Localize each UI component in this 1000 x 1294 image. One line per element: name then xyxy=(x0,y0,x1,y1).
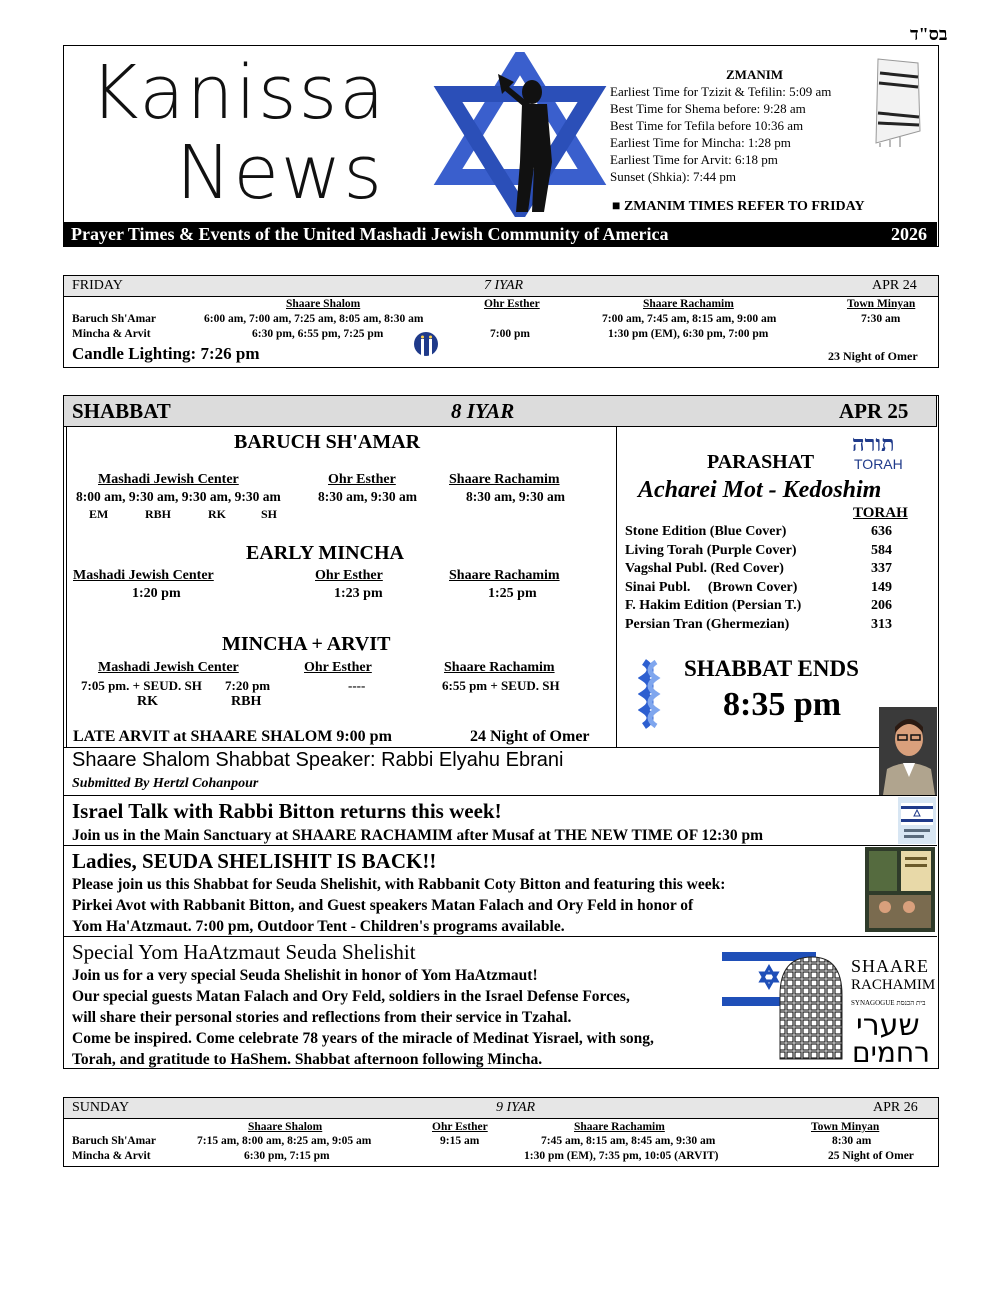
havdalah-candle-icon xyxy=(638,658,662,730)
shabbat-day: SHABBAT xyxy=(72,399,171,423)
baruch-code: EM xyxy=(89,507,109,521)
sr-logo-line1: SHAARE xyxy=(851,956,930,976)
friday-col-town-minyan: Town Minyan xyxy=(847,298,916,310)
sunday-cell: 25 Night of Omer xyxy=(828,1150,914,1162)
early-mincha-time-ohr-esther: 1:23 pm xyxy=(334,586,383,601)
parashat-torah-col: TORAH xyxy=(853,505,908,521)
torah-logo-english: TORAH xyxy=(854,456,903,472)
friday-row-label: Mincha & Arvit xyxy=(72,328,151,340)
tallit-icon xyxy=(870,55,926,147)
speaker-title: Shaare Shalom Shabbat Speaker: xyxy=(72,749,382,771)
sunday-row-label: Baruch Sh'Amar xyxy=(72,1135,157,1147)
baruch-code: SH xyxy=(261,507,278,521)
baruch-col-shaare-rachamim: Shaare Rachamim xyxy=(449,472,560,487)
sunday-cell: 6:30 pm, 7:15 pm xyxy=(244,1150,330,1162)
sunday-cell: 9:15 am xyxy=(440,1135,480,1147)
ladies-title: Ladies, SEUDA SHELISHIT IS BACK!! xyxy=(72,849,437,873)
baruch-code: RBH xyxy=(145,507,172,521)
mincha-arvit-time-shaare-rachamim: 6:55 pm + SEUD. SH xyxy=(442,678,560,693)
friday-day: FRIDAY xyxy=(72,278,123,293)
bsd-mark: בס"ד xyxy=(910,24,948,44)
zmanim-tefila: Best Time for Tefila before 10:36 am xyxy=(610,118,804,133)
yom-body-line: Join us for a very special Seuda Shelishit in honor of Yom HaAtzmaut! xyxy=(72,967,538,984)
friday-col-shaare-shalom: Shaare Shalom xyxy=(286,298,361,310)
edition-name: Stone Edition (Blue Cover) xyxy=(625,524,787,539)
parashat-name: Acharei Mot - Kedoshim xyxy=(638,477,882,503)
israel-talk-title: Israel Talk with Rabbi Bitton returns this week! xyxy=(72,799,502,823)
early-mincha-col-shaare-rachamim: Shaare Rachamim xyxy=(449,568,560,583)
friday-date: APR 24 xyxy=(872,278,917,293)
baruch-time-ohr-esther: 8:30 am, 9:30 am xyxy=(318,489,417,504)
edition-page: 636 xyxy=(871,524,892,539)
edition-row xyxy=(625,561,915,580)
edition-row xyxy=(625,543,915,562)
shabbat-date: APR 25 xyxy=(839,399,909,423)
sunday-cell: 1:30 pm (EM), 7:35 pm, 10:05 (ARVIT) xyxy=(524,1150,719,1162)
zmanim-note: ■ ZMANIM TIMES REFER TO FRIDAY xyxy=(612,199,865,214)
edition-row xyxy=(625,580,915,599)
mincha-arvit-code: RK xyxy=(137,694,158,709)
sunday-row-label: Mincha & Arvit xyxy=(72,1150,151,1162)
sunday-col-town-minyan: Town Minyan xyxy=(811,1121,880,1133)
divider xyxy=(616,427,617,747)
baruch-time-mjc: 8:00 am, 9:30 am, 9:30 am, 9:30 am xyxy=(76,489,281,504)
zmanim-title: ZMANIM xyxy=(726,67,784,82)
tagline: Prayer Times & Events of the United Mashadi Jewish Community of America xyxy=(71,224,669,244)
edition-name: Persian Tran (Ghermezian) xyxy=(625,616,790,632)
mincha-arvit-time-mjc-2: 7:20 pm xyxy=(225,678,271,693)
early-mincha-col-ohr-esther: Ohr Esther xyxy=(315,568,383,583)
edition-page: 313 xyxy=(871,616,892,632)
zmanim-shema: Best Time for Shema before: 9:28 am xyxy=(610,101,806,116)
logo-kanissa: Kanissa xyxy=(90,50,387,136)
yom-body-line: Come be inspired. Come celebrate 78 years of the miracle of Medinat Yisrael, with song, xyxy=(72,1030,654,1047)
zmanim-mincha: Earliest Time for Mincha: 1:28 pm xyxy=(610,135,791,150)
zmanim-sunset: Sunset (Shkia): 7:44 pm xyxy=(610,169,737,184)
sr-logo-line5: רחמים xyxy=(852,1036,930,1069)
baruch-title: BARUCH SH'AMAR xyxy=(234,431,421,453)
friday-cell: 6:30 pm, 6:55 pm, 7:25 pm xyxy=(252,328,384,340)
early-mincha-time-mjc: 1:20 pm xyxy=(132,586,181,601)
late-arvit: LATE ARVIT at SHAARE SHALOM 9:00 pm xyxy=(73,728,392,745)
early-mincha-col-mjc: Mashadi Jewish Center xyxy=(73,568,214,583)
friday-row-label: Baruch Sh'Amar xyxy=(72,313,157,325)
yom-body-line: Our special guests Matan Falach and Ory Feld, soldiers in the Israel Defense Forces, xyxy=(72,988,630,1005)
friday-cell: 1:30 pm (EM), 6:30 pm, 7:00 pm xyxy=(608,328,769,340)
mincha-arvit-col-ohr-esther: Ohr Esther xyxy=(304,660,372,675)
mincha-arvit-col-mjc: Mashadi Jewish Center xyxy=(98,660,239,675)
edition-name: F. Hakim Edition (Persian T.) xyxy=(625,598,802,613)
edition-name: Sinai Publ. (Brown Cover) xyxy=(625,579,798,595)
ladies-flyer-icon xyxy=(865,847,935,932)
year: 2026 xyxy=(891,224,927,244)
friday-cell: 7:30 am xyxy=(861,313,901,325)
edition-page: 337 xyxy=(871,561,892,576)
zmanim-arvit: Earliest Time for Arvit: 6:18 pm xyxy=(610,152,778,167)
friday-hebdate: 7 IYAR xyxy=(484,278,524,293)
friday-col-shaare-rachamim: Shaare Rachamim xyxy=(643,298,734,310)
logo-news: News xyxy=(176,130,384,216)
parashat-label: PARASHAT xyxy=(707,451,815,473)
edition-name: Living Torah (Purple Cover) xyxy=(625,542,797,558)
ladies-body-line: Yom Ha'Atzmaut. 7:00 pm, Outdoor Tent - Children's programs available. xyxy=(72,918,565,935)
yom-body-line: will share their personal stories and reflections from their service in Tzahal. xyxy=(72,1009,572,1026)
shabbat-hebdate: 8 IYAR xyxy=(451,399,515,423)
edition-row xyxy=(625,598,915,617)
sunday-hebdate: 9 IYAR xyxy=(496,1100,536,1115)
sr-logo-line4: שערי xyxy=(856,1008,920,1043)
sunday-cell: 7:15 am, 8:00 am, 8:25 am, 9:05 am xyxy=(197,1135,372,1147)
ladies-body-line: Pirkei Avot with Rabbanit Bitton, and Guest speakers Matan Falach and Ory Feld in honor of xyxy=(72,897,694,914)
masthead-bar xyxy=(63,222,937,246)
sunday-col-shaare-rachamim: Shaare Rachamim xyxy=(574,1121,665,1133)
edition-page: 206 xyxy=(871,598,892,613)
israel-talk-flyer-icon xyxy=(898,797,936,844)
speaker-heading xyxy=(72,749,563,772)
divider xyxy=(66,427,67,747)
friday-cell: 7:00 am, 7:45 am, 8:15 am, 9:00 am xyxy=(602,313,777,325)
candle-lighting: Candle Lighting: 7:26 pm xyxy=(72,344,260,363)
divider xyxy=(64,795,937,796)
sunday-cell: 7:45 am, 8:15 am, 8:45 am, 9:30 am xyxy=(541,1135,716,1147)
torah-logo-hebrew: תורה xyxy=(852,431,895,456)
friday-omer: 23 Night of Omer xyxy=(828,349,918,363)
sunday-cell: 8:30 am xyxy=(832,1135,872,1147)
baruch-col-ohr-esther: Ohr Esther xyxy=(328,472,396,487)
mincha-arvit-title: MINCHA + ARVIT xyxy=(222,633,391,655)
sunday-col-ohr-esther: Ohr Esther xyxy=(432,1121,488,1133)
speaker-name: Rabbi Elyahu Ebrani xyxy=(381,749,564,771)
israel-talk-body: Join us in the Main Sanctuary at SHAARE RACHAMIM after Musaf at THE NEW TIME OF 12:30 pm xyxy=(72,827,764,844)
early-mincha-title: EARLY MINCHA xyxy=(246,542,404,564)
shabbat-ends-time: 8:35 pm xyxy=(723,686,842,723)
sunday-col-shaare-shalom: Shaare Shalom xyxy=(248,1121,323,1133)
baruch-time-shaare-rachamim: 8:30 am, 9:30 am xyxy=(466,489,565,504)
mincha-arvit-code: RBH xyxy=(231,694,262,709)
shabbat-omer: 24 Night of Omer xyxy=(470,728,590,745)
star-of-david-icon xyxy=(432,52,607,217)
edition-name: Vagshal Publ. (Red Cover) xyxy=(625,561,784,576)
ladies-body-line: Please join us this Shabbat for Seuda Shelishit, with Rabbanit Coty Bitton and featuring this week: xyxy=(72,876,726,893)
friday-cell: 6:00 am, 7:00 am, 7:25 am, 8:05 am, 8:30 am xyxy=(204,313,424,325)
sr-logo-line2: RACHAMIM xyxy=(851,977,936,993)
edition-page: 149 xyxy=(871,579,892,595)
speaker-photo xyxy=(879,707,937,795)
sr-logo-line3: SYNAGOGUE בית הכנסת xyxy=(851,999,926,1007)
candles-icon xyxy=(413,331,440,367)
shaare-rachamim-logo-icon xyxy=(778,955,844,1061)
sunday-day: SUNDAY xyxy=(72,1100,130,1115)
zmanim-tzizit: Earliest Time for Tzizit & Tefilin: 5:09 am xyxy=(610,84,832,99)
friday-cell: 7:00 pm xyxy=(490,328,530,340)
mincha-arvit-time-mjc-1: 7:05 pm. + SEUD. SH xyxy=(81,678,202,693)
baruch-col-mjc: Mashadi Jewish Center xyxy=(98,472,239,487)
baruch-code: RK xyxy=(208,507,226,521)
edition-row xyxy=(625,617,915,636)
divider xyxy=(64,747,879,748)
sunday-date: APR 26 xyxy=(873,1100,918,1115)
mincha-arvit-time-ohr-esther: ---- xyxy=(348,678,366,693)
early-mincha-time-shaare-rachamim: 1:25 pm xyxy=(488,586,537,601)
shabbat-ends-label: SHABBAT ENDS xyxy=(684,656,859,681)
editions-list xyxy=(625,524,915,635)
edition-row xyxy=(625,524,915,543)
yom-body-line: Torah, and gratitude to HaShem. Shabbat afternoon following Mincha. xyxy=(72,1051,543,1068)
friday-col-ohr-esther: Ohr Esther xyxy=(484,298,540,310)
edition-page: 584 xyxy=(871,542,892,558)
yom-title: Special Yom HaAtzmaut Seuda Shelishit xyxy=(72,940,416,964)
speaker-submitted: Submitted By Hertzl Cohanpour xyxy=(72,776,259,791)
mincha-arvit-col-shaare-rachamim: Shaare Rachamim xyxy=(444,660,555,675)
